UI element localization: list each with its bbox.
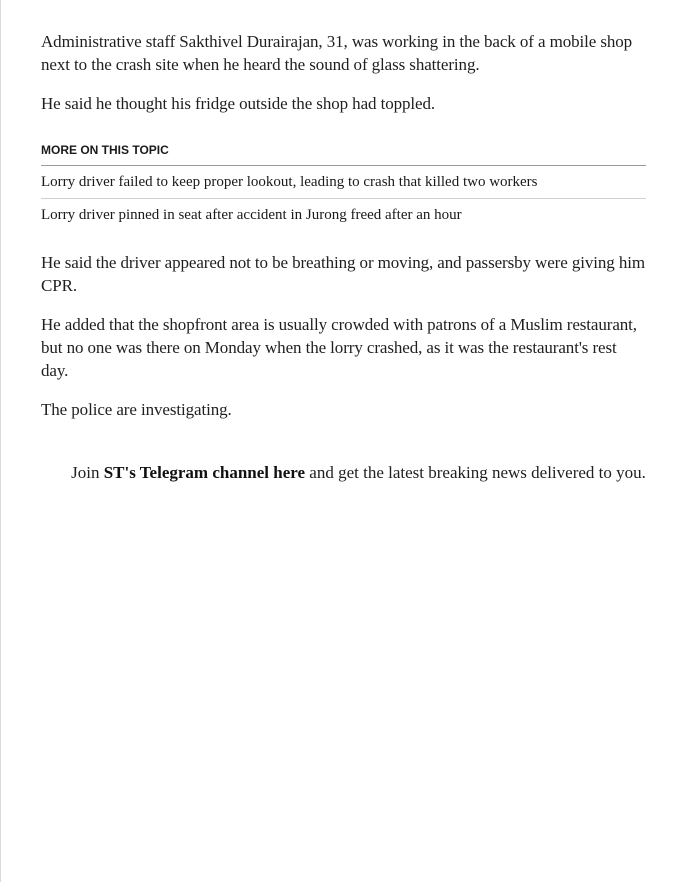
telegram-cta-suffix: and get the latest breaking news delivered to you. [305, 463, 646, 482]
more-on-this-topic-heading: MORE ON THIS TOPIC [41, 143, 646, 166]
related-article-link-1[interactable]: Lorry driver failed to keep proper lookout, leading to crash that killed two workers [41, 166, 646, 199]
telegram-cta-prefix: Join [71, 463, 104, 482]
article-paragraph-1: Administrative staff Sakthivel Durairajan, 31, was working in the back of a mobile shop next to the crash site when he heard the sound of glass shattering. [41, 32, 633, 74]
article-paragraph-5: The police are investigating. [41, 400, 232, 419]
article-paragraph-2: He said he thought his fridge outside the shop had toppled. [41, 94, 436, 113]
related-article-link-2[interactable]: Lorry driver pinned in seat after accident in Jurong freed after an hour [41, 207, 462, 223]
article-paragraph-3: He said the driver appeared not to be breathing or moving, and passersby were giving him CPR. [41, 253, 645, 295]
page-left-border [0, 0, 1, 882]
telegram-channel-link[interactable]: ST's Telegram channel here [103, 463, 306, 482]
article-paragraph-4: He added that the shopfront area is usually crowded with patrons of a Muslim restaurant, but no one was there on Monday when the lorry crashed, as it was the restaurant's rest day. [41, 315, 637, 380]
telegram-cta [41, 461, 676, 484]
more-on-this-topic [41, 143, 646, 231]
